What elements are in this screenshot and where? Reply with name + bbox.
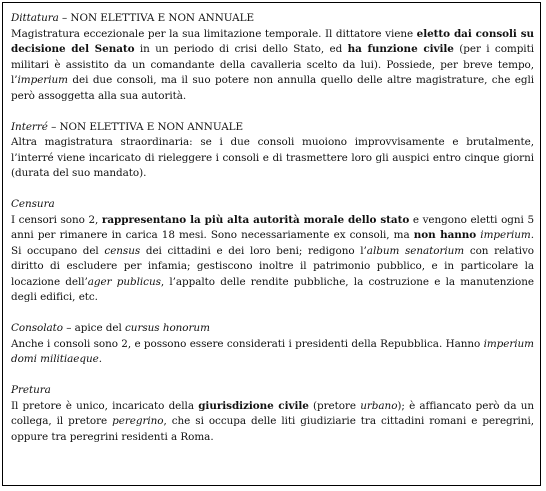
text-run: e vengono eletti ogni 5 anni per rimanere in carica 18 mesi. Sono necessariamente ex consoli, ma bbox=[11, 213, 535, 241]
text-run: I censori sono 2, bbox=[11, 213, 102, 226]
section-heading bbox=[11, 321, 534, 337]
section-title: Interré bbox=[11, 120, 48, 133]
section-text bbox=[11, 399, 534, 446]
section-subtitle-italic: cursus honorum bbox=[125, 322, 210, 334]
section-text bbox=[11, 213, 534, 306]
section-text bbox=[11, 337, 534, 368]
section-text bbox=[11, 27, 534, 105]
italic-run: urbano bbox=[360, 399, 398, 412]
bold-run: non hanno bbox=[413, 229, 477, 241]
bold-run: giurisdizione civile bbox=[198, 399, 309, 412]
section-title: Pretura bbox=[11, 384, 51, 396]
section-title: Censura bbox=[11, 198, 55, 210]
italic-run: album senatorium bbox=[366, 244, 465, 257]
document-body bbox=[11, 11, 534, 445]
text-run: (per i compiti militari è assistito da un comandante della cavalleria scelto da lui). Possiede, per breve tempo, l’ bbox=[11, 43, 534, 86]
section-heading bbox=[11, 120, 534, 136]
text-run: dei due consoli, ma il suo potere non annulla quello delle altre magistrature, che egli però assoggetta alla sua autorità. bbox=[11, 74, 534, 102]
section-interre bbox=[11, 120, 534, 182]
text-run: Magistratura eccezionale per la sua limitazione temporale. Il dittatore viene bbox=[11, 27, 417, 40]
text-run: . bbox=[98, 353, 103, 365]
text-run: ); è affiancato però da un collega, il pretore bbox=[11, 399, 534, 427]
text-run: , l’appalto delle rendite pubbliche, la costruzione e la manutenzione degli edifici, etc. bbox=[11, 275, 534, 303]
italic-run: imperium bbox=[17, 74, 68, 86]
section-heading bbox=[11, 11, 534, 27]
italic-run: census bbox=[104, 244, 141, 257]
section-dittatura bbox=[11, 11, 534, 104]
section-consolato bbox=[11, 321, 534, 368]
text-run: (pretore bbox=[308, 399, 361, 412]
bold-run: eletto dai consoli su decisione del Senato bbox=[11, 27, 535, 55]
text-run: dei cittadini e dei loro beni; redigono l’ bbox=[140, 244, 367, 257]
document-frame bbox=[2, 2, 541, 486]
section-censura bbox=[11, 197, 534, 306]
section-heading bbox=[11, 383, 534, 399]
section-title: Dittatura bbox=[11, 12, 59, 24]
italic-run: imperium bbox=[480, 229, 531, 241]
text-run: . Si occupano del bbox=[11, 229, 534, 257]
section-subtitle: – apice del bbox=[63, 322, 126, 334]
text-run: Il pretore è unico, incaricato della bbox=[11, 399, 199, 412]
text-run: Altra magistratura straordinaria: se i due consoli muoiono improvvisamente e brutalmente, l’interré viene incaricato di rieleggere i consoli e di trasmettere loro gli auspici entro cinque giorni (durata del suo mandato). bbox=[11, 136, 534, 179]
text-run: , che si occupa delle liti giudiziarie tra cittadini romani e peregrini, oppure tra peregrini residenti a Roma. bbox=[11, 415, 535, 443]
text-run: con relativo diritto di escludere per infamia; gestiscono inoltre il patrimonio pubblico, e in particolare la locazione dell’ bbox=[11, 244, 534, 288]
section-heading bbox=[11, 197, 534, 213]
italic-run: peregrino bbox=[112, 415, 164, 427]
text-run: Anche i consoli sono 2, e possono essere considerati i presidenti della Repubblica. Hanno bbox=[11, 337, 484, 350]
text-run: in un periodo di crisi dello Stato, ed bbox=[134, 43, 348, 55]
italic-run: ager publicus bbox=[87, 275, 161, 288]
bold-run: rappresentano la più alta autorità morale dello stato bbox=[101, 213, 410, 226]
section-subtitle: – NON ELETTIVA E NON ANNUALE bbox=[58, 12, 254, 24]
section-subtitle: – NON ELETTIVA E NON ANNUALE bbox=[47, 120, 244, 133]
section-pretura bbox=[11, 383, 534, 445]
section-title: Consolato bbox=[11, 322, 63, 334]
italic-run: imperium domi militiaeque bbox=[11, 337, 534, 365]
bold-run: ha funzione civile bbox=[347, 43, 454, 55]
section-text bbox=[11, 135, 534, 182]
